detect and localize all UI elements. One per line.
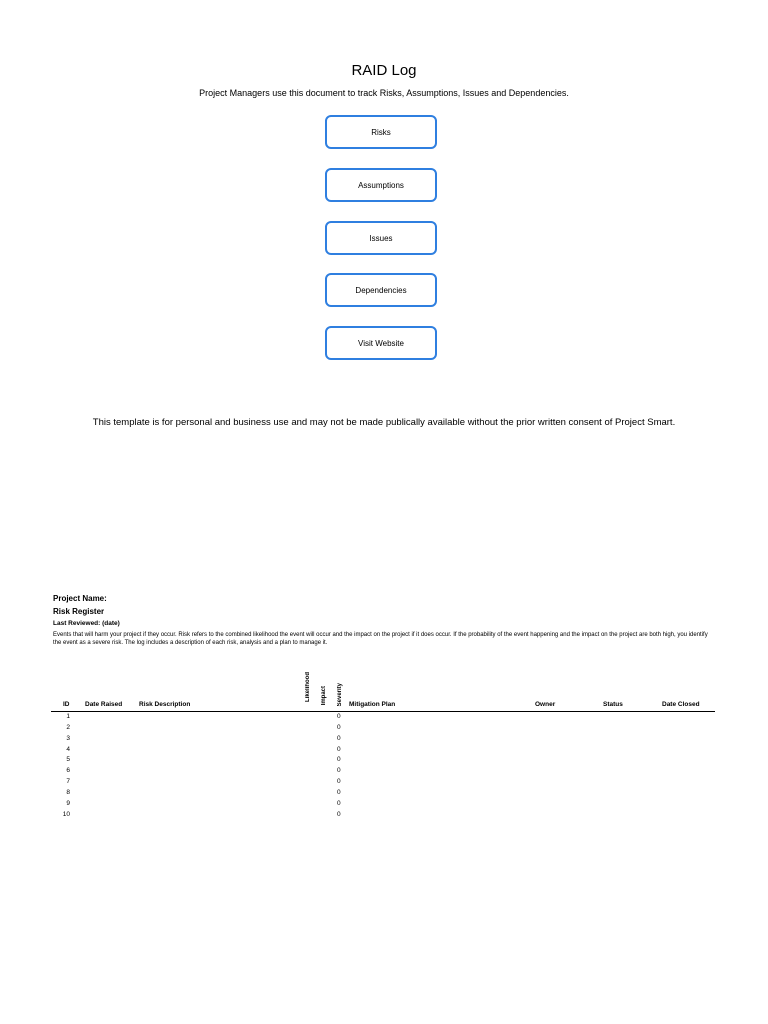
usage-notice: This template is for personal and business use and may not be made publically available without the prior written consent of Project Smart.: [92, 417, 676, 428]
col-header-severity: Severity: [337, 683, 343, 707]
issues-button[interactable]: Issues: [325, 221, 437, 255]
last-reviewed: Last Reviewed: (date): [53, 620, 120, 627]
col-header-mitigation-plan: Mitigation Plan: [349, 701, 396, 708]
risks-button[interactable]: Risks: [325, 115, 437, 149]
page-subtitle: Project Managers use this document to track Risks, Assumptions, Issues and Dependencies.: [199, 88, 569, 98]
row-id: 1: [66, 713, 70, 720]
dependencies-button[interactable]: Dependencies: [325, 273, 437, 307]
row-id: 4: [66, 746, 70, 753]
visit-website-button[interactable]: Visit Website: [325, 326, 437, 360]
row-id: 6: [66, 767, 70, 774]
col-header-impact: Impact: [321, 686, 327, 706]
row-id: 3: [66, 735, 70, 742]
row-severity: 0: [337, 756, 341, 763]
row-severity: 0: [337, 735, 341, 742]
register-description: Events that will harm your project if they occur. Risk refers to the combined likelihood the event will occur and the impact on the project if it does occur. If the probability of the event happening and the impact on the project are both high, you identify the event as a severe risk. The log includes a description of each risk, analysis and a plan to manage it.: [53, 632, 708, 646]
row-id: 7: [66, 778, 70, 785]
row-severity: 0: [337, 724, 341, 731]
col-header-id: ID: [63, 701, 70, 708]
row-severity: 0: [337, 713, 341, 720]
row-id: 5: [66, 756, 70, 763]
row-id: 8: [66, 789, 70, 796]
col-header-likelihood: Likelihood: [305, 672, 311, 702]
header-divider: [51, 711, 715, 712]
row-severity: 0: [337, 811, 341, 818]
col-header-date-raised: Date Raised: [85, 701, 123, 708]
row-id: 2: [66, 724, 70, 731]
col-header-date-closed: Date Closed: [662, 701, 700, 708]
row-id: 9: [66, 800, 70, 807]
row-severity: 0: [337, 767, 341, 774]
assumptions-button[interactable]: Assumptions: [325, 168, 437, 202]
col-header-owner: Owner: [535, 701, 556, 708]
row-severity: 0: [337, 789, 341, 796]
row-severity: 0: [337, 778, 341, 785]
row-severity: 0: [337, 746, 341, 753]
page-title: RAID Log: [351, 62, 417, 79]
row-severity: 0: [337, 800, 341, 807]
project-name-label: Project Name:: [53, 594, 107, 603]
row-id: 10: [62, 811, 70, 818]
col-header-status: Status: [603, 701, 623, 708]
register-title: Risk Register: [53, 607, 105, 616]
col-header-risk-description: Risk Description: [139, 701, 191, 708]
